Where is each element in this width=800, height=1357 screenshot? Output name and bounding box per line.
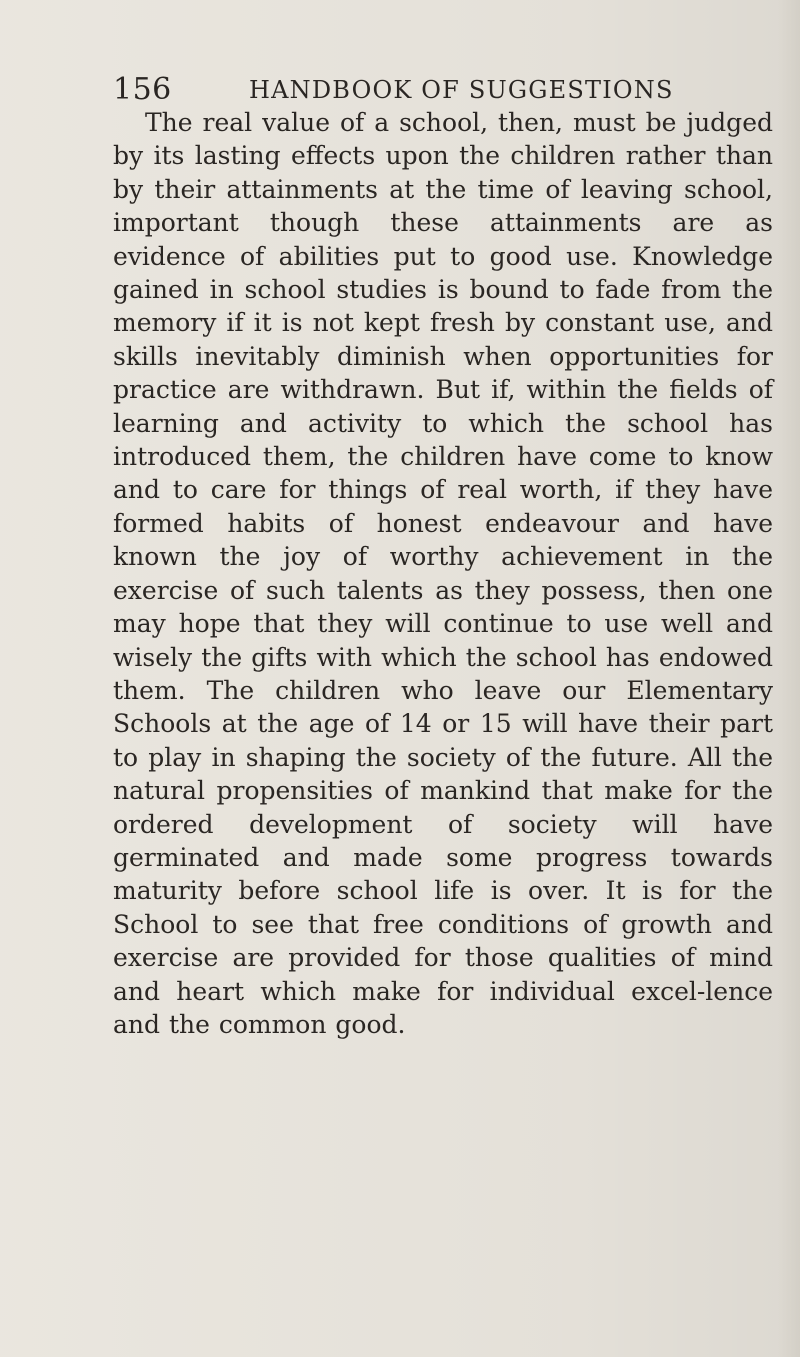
body-paragraph: The real value of a school, then, must be judged by its lasting effects upon the children rather than by their attainments at the time of leaving school, important though these attainments are as evidence of abilities put to good use. Knowledge gained in school studies is bound to fade from the memory if it is not kept fresh by constant use, and skills inevitably diminish when opportunities for practice are withdrawn. But if, within the fields of learning and activity to which the school has introduced them, the children have come to know and to care for things of real worth, if they have formed habits of honest endeavour and have known the joy of worthy achievement in the exercise of such talents as they possess, then one may hope that they will continue to use well and wisely the gifts with which the school has endowed them. The children who leave our Elementary Schools at the age of 14 or 15 will have their part to play in shaping the society of the future. All the natural propensities of mankind that make for the ordered development of society will have germinated and made some progress towards maturity before school life is over. It is for the School to see that free conditions of growth and exercise are provided for those qualities of mind and heart which make for individual excel-lence and the common good. <box>113 108 773 1039</box>
running-head: HANDBOOK OF SUGGESTIONS <box>249 76 674 104</box>
page-number: 156 <box>113 72 172 107</box>
page-edge <box>778 0 800 1357</box>
